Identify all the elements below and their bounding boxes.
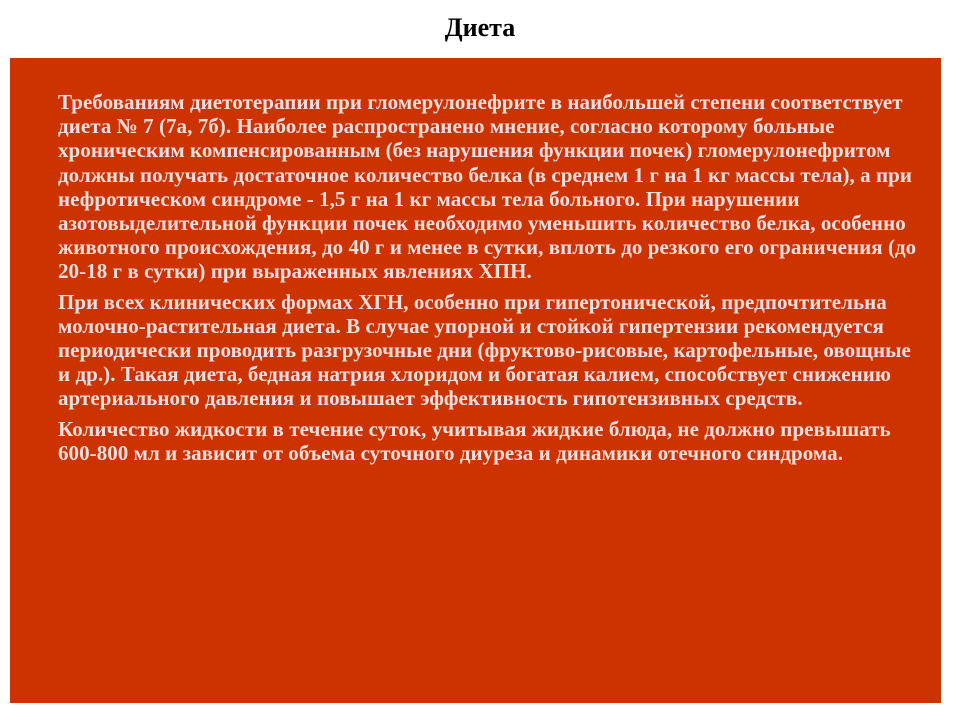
slide-title: Диета <box>444 13 516 42</box>
paragraph-protein: Требованиям диетотерапии при гломерулонефрите в наибольшей степени соответствует диета № 7 (7а, 7б). Наиболее распространено мнение, согласно которому больные хроническим компенсированным (без нарушения функции почек) гломерулонефритом должны получать достаточное количество белка (в среднем 1 г на 1 кг массы тела), а при нефротическом синдроме - 1,5 г на 1 кг массы тела больного. При нарушении азотовыделительной функции почек необходимо уменьшить количество белка, особенно животного происхождения, до 40 г и менее в сутки, вплоть до резкого его ограничения (до 20-18 г в сутки) при выраженных явлениях ХПН. <box>58 90 917 284</box>
paragraph-fluids: Количество жидкости в течение суток, учитывая жидкие блюда, не должно превышать 600-800 мл и зависит от объема суточного диуреза и динамики отечного синдрома. <box>58 416 891 465</box>
paragraph-dairy-diet: При всех клинических формах ХГН, особенно при гипертонической, предпочтительна молочно-растительная диета. В случае упорной и стойкой гипертензии рекомендуется периодически проводить разгрузочные дни (фруктово-рисовые, картофельные, овощные и др.). Такая диета, бедная натрия хлоридом и богатая калием, способствует снижению артериального давления и повышает эффективность гипотензивных средств. <box>58 289 911 411</box>
content-panel <box>10 58 941 703</box>
body-text <box>58 90 918 471</box>
